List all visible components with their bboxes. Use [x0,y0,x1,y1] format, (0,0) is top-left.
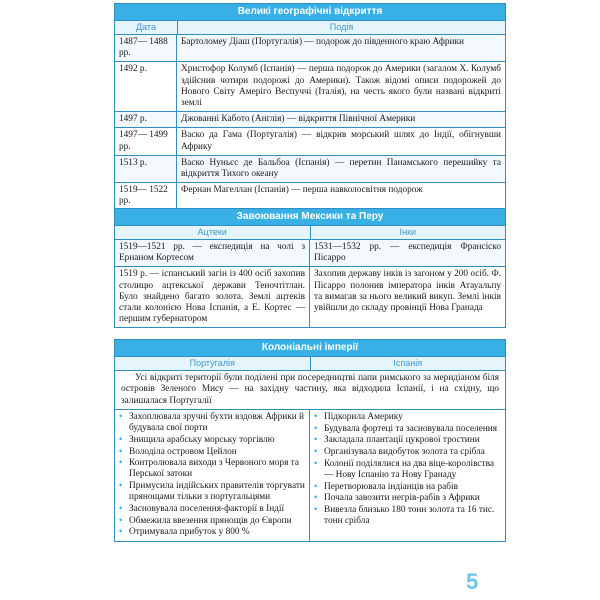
page-number: 5 [466,569,479,594]
list-item: • Закладала плантації цукрової тростини [314,435,501,446]
event-cell: Джованні Кабото (Англія) — відкриття Північної Америки [181,114,416,125]
list-item: • Примусила індійських правителів торгувати прянощами тільки з португальцями [119,481,305,503]
conquest-inca-cell: Захопив державу інків із загоном у 200 осіб. Ф. Пісарро полонив імператора інків Атауальпу та вимагав за нього великий викуп. Землі інків увійшли до складу провінції Нова Гранада [314,269,502,314]
list-item: • Перетворювала індіанців на рабів [314,482,501,493]
list-item: • Контролювала виходи з Червоного моря та Перської затоки [119,458,305,480]
col-spain-header: Іспанія [393,358,423,368]
list-item: • Отримувала прибуток у 800 % [119,527,305,538]
event-cell: Христофор Колумб (Іспанія) — перша подорож до Америки (загалом Х. Колумб здійснив чотири подорожі до Америки). Також відомі описи подорожей до Нового Світу Амеріго Веспуччі (Італія), на честь якого були названі відкриті землі [181,64,501,109]
col-portugal-header: Португалія [115,357,311,370]
conquest-row [115,266,505,327]
page [114,0,506,600]
empires-title: Колоніальні імперії [115,340,505,356]
list-item: • Засновувала поселення-факторії в Індії [119,504,305,515]
discoveries-rows [115,34,505,210]
conquest-header [115,225,505,239]
table-row [115,34,505,61]
event-cell: Фернан Магеллан (Іспанія) — перша навколосвітня подорож [181,185,423,196]
list-item: • Організувала видобуток золота та срібла [314,447,501,458]
date-cell: 1513 р. [115,156,177,182]
list-item: • Захоплювала зручні бухти вздовж Африки й будувала свої порти [119,412,305,434]
portugal-list [115,410,310,541]
table-row [115,182,505,209]
event-cell: Васко да Гама (Португалія) — відкрив морський шлях до Індії, обігнувши Африку [181,130,501,152]
conquest-inca-cell: 1531—1532 рр. — експедиція Франсіско Пісарро [314,242,501,264]
event-cell: Васко Нуньєс де Бальбоа (Іспанія) — перетин Панамського перешийку та відкриття Тихого океану [181,157,501,180]
col-aztecs-header: Ацтеки [115,226,311,239]
conquest-row [115,239,505,266]
empires-intro: Усі відкриті території були поділені при посередництві папи римського за меридіаном біля островів Зеленого Мису — на західну частину, яка відходила Іспанії, і на східну, що залишалася Португалії [115,370,505,409]
conquest-aztec-cell: 1519 р. — іспанський загін із 400 осіб захопив столицю ацтекської держави Теночтітлан. Було знайдено багато золота. Землі ацтеків стали колонією Нова Іспанія, а Е. Кортес — першим губернатором [115,267,310,327]
table-row [115,61,505,111]
col-incas-header: Інки [399,227,416,237]
empires-lists-row [115,409,505,541]
date-cell: 1497— 1499 рр. [115,128,177,154]
list-item: • Будувала фортеці та засновувала поселення [314,424,501,435]
list-item: • Обмежила ввезення прянощів до Європи [119,516,305,527]
col-event-header: Подія [329,22,354,32]
list-item: • Колонії поділялися на два віце-королівства — Нову Іспанію та Нову Гранаду [314,459,501,481]
list-item: • Володіла островом Цейлон [119,447,305,458]
date-cell: 1492 р. [115,62,177,111]
table-row [115,155,505,182]
spain-list [310,410,505,541]
list-item: • Почала завозити негрів-рабів з Африки [314,493,501,504]
date-cell: 1487— 1488 рр. [115,35,177,61]
empires-table [114,339,506,542]
list-item: • Підкорила Америку [314,412,501,423]
conquest-table [114,208,506,328]
empires-header [115,356,505,370]
date-cell: 1497 р. [115,112,177,127]
discoveries-title: Великі географічні відкриття [115,4,505,20]
conquest-title: Завоювання Мексики та Перу [115,209,505,225]
date-cell: 1519— 1522 рр. [115,183,177,209]
col-date-header: Дата [115,21,178,34]
discoveries-table [114,3,506,211]
list-item: • Вивезла близько 180 тонн золота та 16 тис. тонн срібла [314,505,501,527]
table-row [115,127,505,154]
conquest-aztec-cell: 1519—1521 рр. — експедиція на чолі з Ернаном Кортесом [115,240,310,266]
event-cell: Бартоломеу Діаш (Португалія) — подорож до південного краю Африки [181,37,465,47]
discoveries-header [115,20,505,34]
table-row [115,111,505,127]
list-item: • Знищила арабську морську торгівлю [119,435,305,446]
